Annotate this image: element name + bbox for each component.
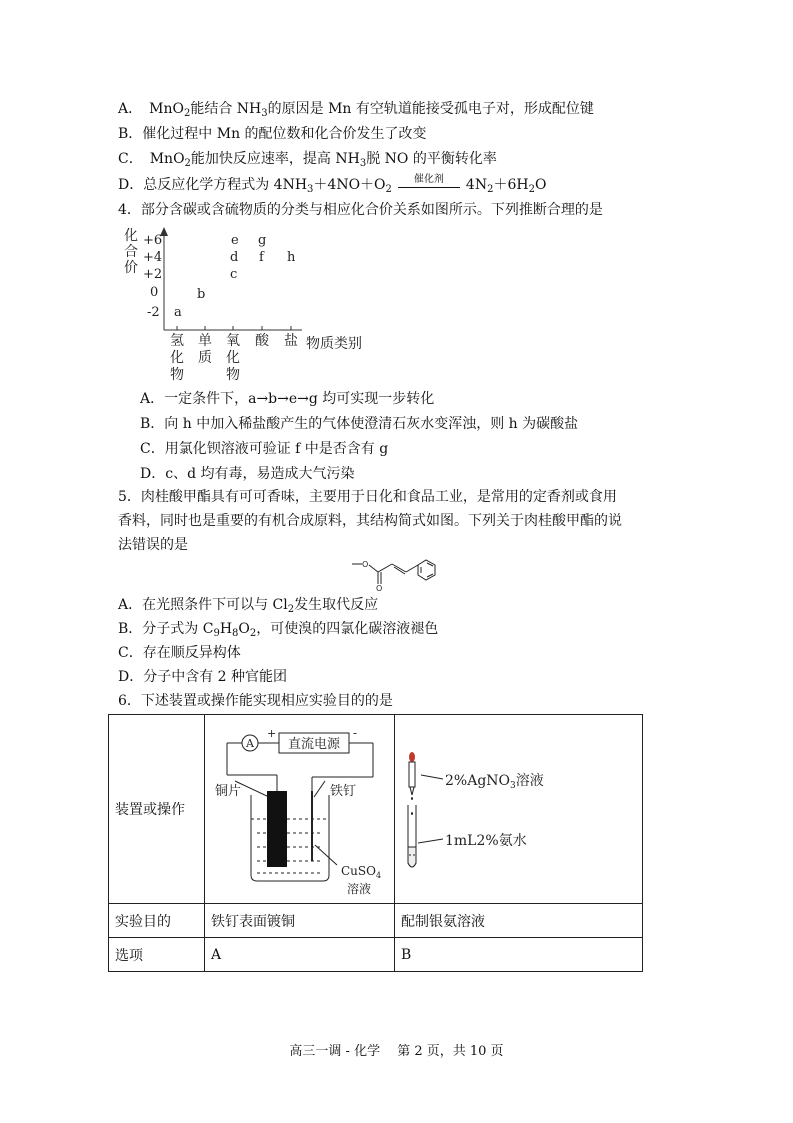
plus-sign: + <box>267 727 277 740</box>
copper-sheet-label: 铜片 <box>215 784 242 799</box>
minus-sign: - <box>353 726 358 740</box>
solution-label: 溶液 <box>347 882 372 896</box>
q4-option-d: D．c、d 均有毒，易造成大气污染 <box>140 466 355 482</box>
ytick-plus6: +6 <box>143 233 163 248</box>
iron-nail-label: 铁钉 <box>330 784 357 799</box>
y-axis-label: 化 合 价 <box>124 228 138 276</box>
point-e: e <box>231 233 239 248</box>
q5-option-b: B．分子式为 $C_9H_8O_2$，可使溴的四氯化碳溶液褪色 <box>118 621 439 639</box>
ammonia-label: 1mL2%氨水 <box>445 833 527 849</box>
q4-option-c: C．用氯化钡溶液可验证 f 中是否含有 g <box>140 441 389 457</box>
svg-text:O: O <box>376 584 383 592</box>
experiment-table <box>108 714 643 972</box>
point-b: b <box>197 287 206 302</box>
point-a: a <box>174 305 182 320</box>
purpose-a: 铁钉表面镀铜 <box>205 904 395 938</box>
xcat-hydride: 氢 化 物 <box>170 333 184 383</box>
option-a-cell: A <box>205 938 395 972</box>
electroplating-apparatus <box>205 715 394 903</box>
q4-option-a: A．一定条件下，a→b→e→g 均可实现一步转化 <box>140 391 435 407</box>
q5-option-d: D．分子中含有 2 种官能团 <box>118 669 288 685</box>
xcat-acid: 酸 <box>255 333 269 349</box>
q6-stem: 6．下述装置或操作能实现相应实验目的的是 <box>118 693 393 709</box>
point-c: c <box>230 267 238 282</box>
figure-electroplating-cell <box>205 715 395 904</box>
purpose-b: 配制银氨溶液 <box>395 904 643 938</box>
xcat-salt: 盐 <box>284 333 298 349</box>
q3-option-c: C． MnO$_2$能加快反应速率，提高 $NH_3$脱 NO 的平衡转化率 <box>118 151 497 169</box>
ytick-zero: 0 <box>150 285 159 300</box>
q4-option-b: B．向 h 中加入稀盐酸产生的气体使澄清石灰水变浑浊，则 h 为碳酸盐 <box>140 416 579 432</box>
option-b-cell: B <box>395 938 643 972</box>
chart-axes <box>0 0 793 400</box>
q5-option-a: A．在光照条件下可以与 $Cl_2$发生取代反应 <box>118 597 379 615</box>
point-g: g <box>258 233 267 248</box>
x-axis-label: 物质类别 <box>306 336 362 352</box>
agno3-label: 2%AgNO$_3$溶液 <box>445 773 544 791</box>
point-f: f <box>259 250 264 265</box>
q5-option-c: C．存在顺反异构体 <box>118 645 241 661</box>
cuso4-label: CuSO$_4$ <box>341 864 382 880</box>
page-footer: 高三一调 - 化学 第 2 页，共 10 页 <box>289 1044 504 1059</box>
q4-stem: 4．部分含碳或含硫物质的分类与相应化合价关系如图所示。下列推断合理的是 <box>118 202 603 218</box>
q3-option-b: B．催化过程中 Mn 的配位数和化合价发生了改变 <box>118 126 427 142</box>
row-label-apparatus: 装置或操作 <box>109 715 205 904</box>
xcat-element: 单 质 <box>198 333 212 366</box>
q5-stem-line3: 法错误的是 <box>118 537 188 553</box>
catalyst-arrow: 催化剂 <box>398 176 460 194</box>
power-supply-label: 直流电源 <box>287 737 341 752</box>
dropper-test-tube-apparatus <box>395 715 642 903</box>
dropper-bulb-icon <box>409 752 415 762</box>
row-label-option: 选项 <box>109 938 205 972</box>
svg-text:O: O <box>362 560 369 569</box>
ytick-minus2: -2 <box>147 305 160 320</box>
row-label-purpose: 实验目的 <box>109 904 205 938</box>
q3-option-d: D．总反应化学方程式为 $4NH_3+4NO+O_2$ 催化剂 $4N_2+6H_2O$ <box>118 174 547 195</box>
point-d: d <box>230 250 239 265</box>
ammeter-icon: A <box>246 737 254 750</box>
q5-stem-line2: 香料，同时也是重要的有机合成原料，其结构简式如图。下列关于肉桂酸甲酯的说 <box>118 513 622 529</box>
figure-silver-ammonia <box>395 715 643 904</box>
q3-option-a: A． MnO$_2$能结合 $NH_3$的原因是 Mn 有空轨道能接受孤电子对，形成配位键 <box>118 101 594 119</box>
methyl-cinnamate-structure <box>350 556 442 592</box>
xcat-oxide: 氧 化 物 <box>226 333 240 383</box>
ytick-plus4: +4 <box>143 250 163 265</box>
q5-stem-line1: 5．肉桂酸甲酯具有可可香味，主要用于日化和食品工业，是常用的定香剂或食用 <box>118 489 617 505</box>
ytick-plus2: +2 <box>143 267 163 282</box>
point-h: h <box>287 250 296 265</box>
